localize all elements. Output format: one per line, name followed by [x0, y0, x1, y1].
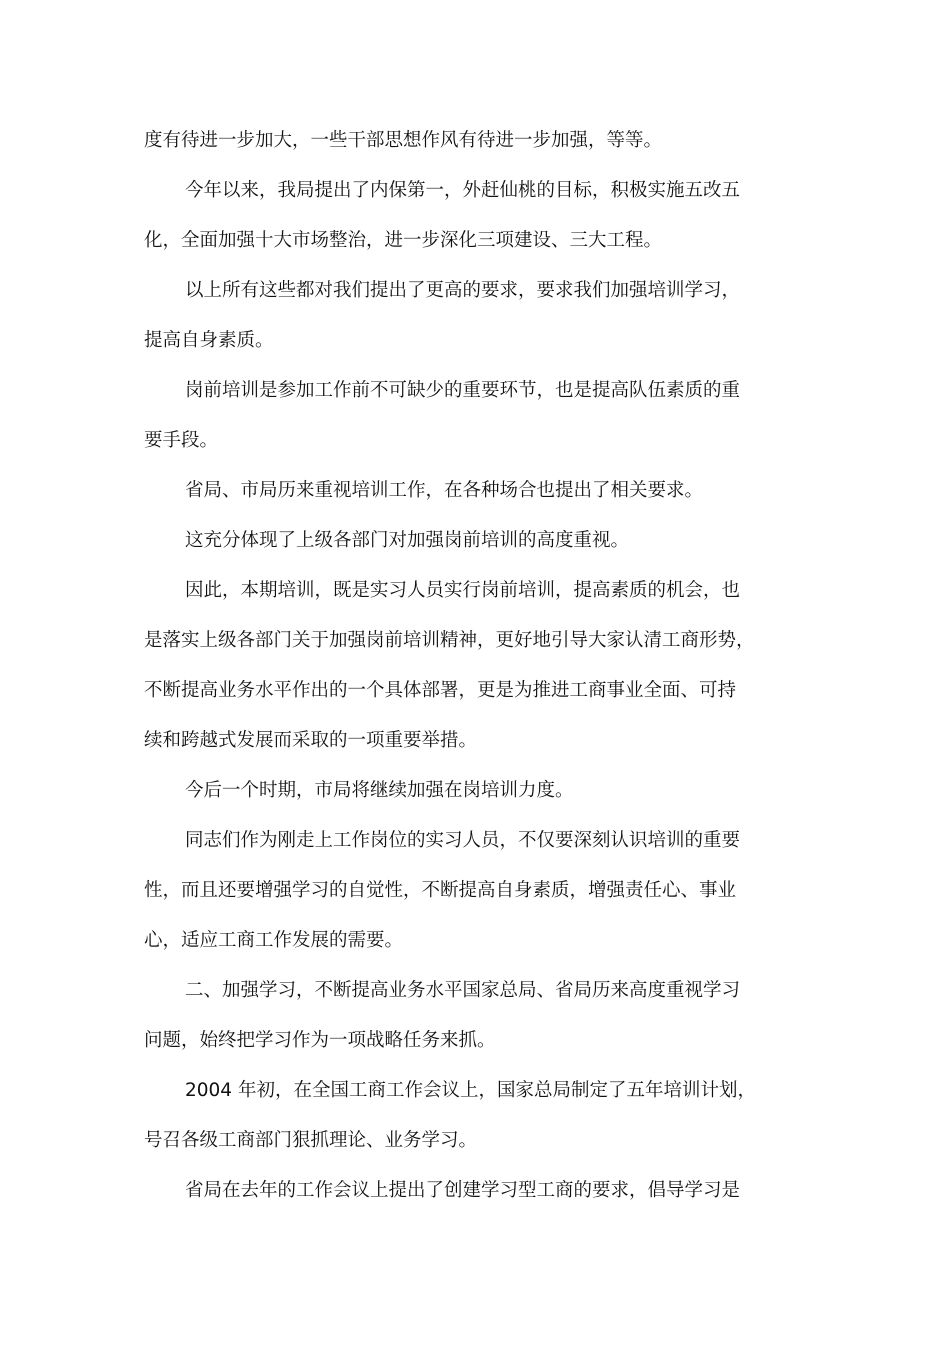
text-line-21: 号召各级工商部门狠抓理论、业务学习。 [144, 1130, 478, 1151]
text-line-17: 心，适应工商工作发展的需要。 [144, 930, 404, 951]
text-line-10: 因此，本期培训，既是实习人员实行岗前培训，提高素质的机会，也 [185, 580, 741, 601]
text-line-1: 度有待进一步加大，一些干部思想作风有待进一步加强，等等。 [144, 130, 663, 151]
text-line-12: 不断提高业务水平作出的一个具体部署，更是为推进工商事业全面、可持 [144, 680, 737, 701]
text-line-22: 省局在去年的工作会议上提出了创建学习型工商的要求，倡导学习是 [185, 1180, 741, 1201]
text-line-19: 问题，始终把学习作为一项战略任务来抓。 [144, 1030, 496, 1051]
text-line-18: 二、加强学习，不断提高业务水平国家总局、省局历来高度重视学习 [185, 980, 741, 1001]
text-line-3: 化，全面加强十大市场整治，进一步深化三项建设、三大工程。 [144, 230, 663, 251]
text-line-13: 续和跨越式发展而采取的一项重要举措。 [144, 730, 478, 751]
text-line-6: 岗前培训是参加工作前不可缺少的重要环节，也是提高队伍素质的重 [185, 380, 741, 401]
text-line-20: 2004 年初，在全国工商工作会议上，国家总局制定了五年培训计划， [185, 1080, 756, 1101]
text-line-14: 今后一个时期，市局将继续加强在岗培训力度。 [185, 780, 574, 801]
text-line-11: 是落实上级各部门关于加强岗前培训精神，更好地引导大家认清工商形势， [144, 630, 755, 651]
text-line-4: 以上所有这些都对我们提出了更高的要求，要求我们加强培训学习， [185, 280, 741, 301]
text-line-5: 提高自身素质。 [144, 330, 274, 351]
text-line-15: 同志们作为刚走上工作岗位的实习人员，不仅要深刻认识培训的重要 [185, 830, 741, 851]
text-line-9: 这充分体现了上级各部门对加强岗前培训的高度重视。 [185, 530, 630, 551]
text-line-16: 性，而且还要增强学习的自觉性，不断提高自身素质，增强责任心、事业 [144, 880, 737, 901]
text-line-8: 省局、市局历来重视培训工作，在各种场合也提出了相关要求。 [185, 480, 704, 501]
text-line-7: 要手段。 [144, 430, 219, 451]
text-line-2: 今年以来，我局提出了内保第一，外赶仙桃的目标，积极实施五改五 [185, 180, 741, 201]
